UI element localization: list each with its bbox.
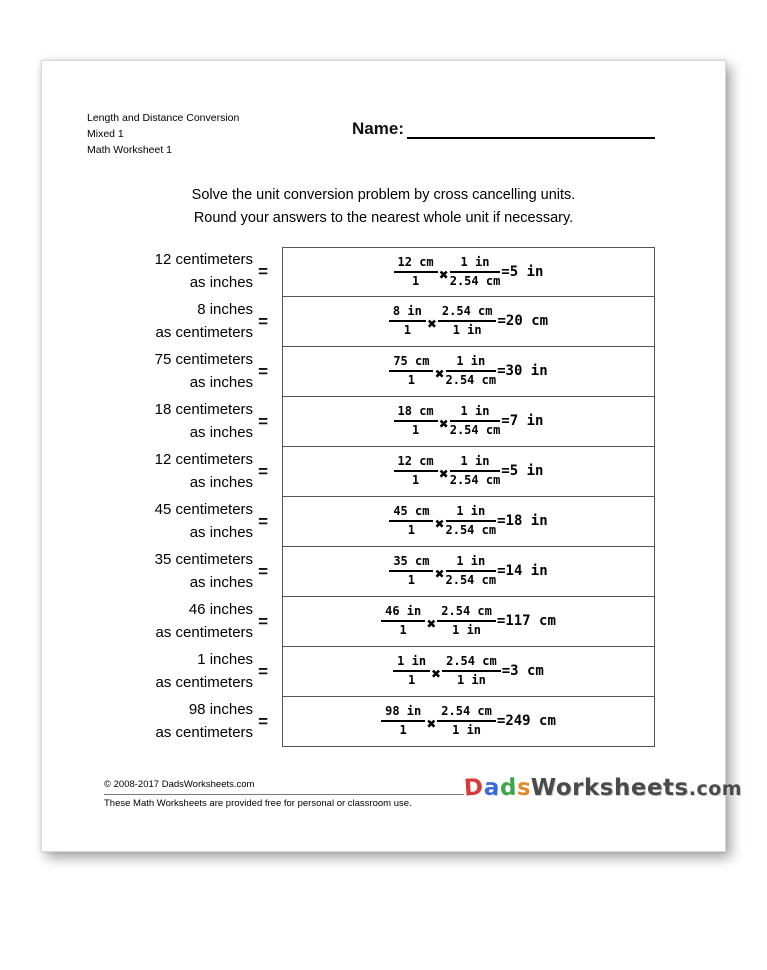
copyright-text: © 2008-2017 DadsWorksheets.com [104, 779, 464, 795]
problem-label-cell [84, 647, 282, 697]
logo-letter-d1: D [463, 773, 485, 802]
equals-sign: = [501, 413, 510, 430]
fraction-1-denominator: 1 [411, 273, 420, 288]
fraction-1 [389, 304, 426, 338]
problem-label-cell [84, 347, 282, 397]
problem-target-unit: as centimeters [155, 673, 254, 691]
fraction-1-numerator: 45 cm [389, 504, 433, 522]
fraction-2-numerator: 1 in [446, 354, 497, 372]
fraction-2-numerator: 2.54 cm [438, 304, 497, 322]
problem-row [84, 297, 655, 347]
problem-result: 249 cm [505, 713, 556, 730]
fraction-1-denominator: 1 [403, 323, 411, 338]
worksheet-header [42, 111, 725, 158]
fraction-2-denominator: 2.54 cm [449, 423, 501, 438]
problem-label [155, 449, 253, 494]
equals-sign: = [258, 311, 268, 331]
problem-row [84, 497, 655, 547]
equals-sign: = [258, 461, 268, 481]
logo-com-text: .com [688, 777, 743, 800]
fraction-1-denominator: 1 [411, 423, 420, 438]
logo-worksheets-text: Worksheets [530, 774, 689, 801]
problem-quantity: 75 centimeters [154, 351, 254, 369]
problem-quantity: 12 centimeters [154, 251, 254, 269]
fraction-2 [446, 554, 497, 588]
name-label: Name: [352, 119, 404, 138]
fraction-2-denominator: 2.54 cm [449, 473, 501, 488]
fraction-1-numerator: 98 in [381, 704, 425, 722]
fraction-1-numerator: 12 cm [394, 454, 438, 472]
multiply-icon: ✖ [426, 717, 437, 732]
problem-row [84, 547, 655, 597]
problems-table [42, 247, 725, 747]
problem-target-unit: as inches [189, 273, 254, 291]
problem-label-cell [84, 247, 282, 297]
fraction-1-numerator: 12 cm [394, 255, 438, 273]
fraction-2-denominator: 2.54 cm [445, 523, 497, 538]
problem-work-area [282, 297, 655, 347]
problem-target-unit: as centimeters [155, 623, 254, 641]
problem-work-area [282, 397, 655, 447]
fraction-2-numerator: 1 in [450, 404, 501, 422]
problem-label [155, 249, 253, 294]
fraction-2 [450, 454, 501, 488]
multiply-icon: ✖ [426, 317, 437, 332]
name-block [352, 119, 655, 139]
fraction-1 [389, 354, 433, 388]
multiply-icon: ✖ [434, 567, 445, 582]
problem-row [84, 597, 655, 647]
problem-label [156, 699, 254, 744]
equals-sign: = [501, 463, 510, 480]
equals-sign: = [497, 513, 506, 530]
equals-sign: = [497, 563, 506, 580]
fraction-2 [438, 304, 497, 338]
problem-result: 5 in [509, 463, 544, 480]
fraction-2-denominator: 1 in [456, 673, 486, 688]
fraction-1-denominator: 1 [411, 473, 420, 488]
copyright-block [104, 779, 464, 809]
fraction-1-denominator: 1 [399, 623, 407, 638]
fraction-1-denominator: 1 [407, 373, 415, 388]
problem-work-area [282, 647, 655, 697]
fraction-1-numerator: 18 cm [394, 404, 438, 422]
fraction-1-numerator: 35 cm [389, 554, 433, 572]
fraction-2-numerator: 1 in [450, 454, 501, 472]
fraction-1 [394, 255, 438, 289]
problem-work-area [282, 497, 655, 547]
fraction-2-numerator: 2.54 cm [442, 654, 501, 672]
problem-label-cell [84, 497, 282, 547]
fraction-1-denominator: 1 [399, 723, 407, 738]
equals-sign: = [501, 263, 510, 280]
problem-label-cell [84, 697, 282, 747]
problem-work-area [282, 597, 655, 647]
problem-label [155, 399, 253, 444]
multiply-icon: ✖ [438, 267, 449, 282]
problem-label-cell [84, 397, 282, 447]
fraction-2 [442, 654, 501, 688]
problem-row [84, 647, 655, 697]
problem-target-unit: as inches [189, 473, 254, 491]
fraction-2-numerator: 2.54 cm [437, 704, 496, 722]
fraction-2-denominator: 1 in [452, 623, 482, 638]
fraction-1 [394, 404, 438, 438]
multiply-icon: ✖ [426, 617, 437, 632]
fraction-2 [450, 255, 501, 289]
worksheet-footer [42, 773, 743, 809]
equals-sign: = [497, 313, 506, 330]
problem-work-area [282, 347, 655, 397]
fraction-1-denominator: 1 [407, 523, 415, 538]
problem-result: 117 cm [505, 613, 556, 630]
multiply-icon: ✖ [438, 417, 449, 432]
license-text: These Math Worksheets are provided free for personal or classroom use. [104, 797, 412, 809]
equals-sign: = [258, 661, 268, 681]
logo-letter-s: s [515, 774, 532, 802]
problem-work-area [282, 447, 655, 497]
problem-label-cell [84, 447, 282, 497]
problem-target-unit: as centimeters [155, 723, 254, 741]
problem-label [156, 599, 254, 644]
problem-quantity: 35 centimeters [154, 551, 254, 569]
problem-quantity: 98 inches [188, 701, 254, 719]
problem-row [84, 247, 655, 297]
problem-label [155, 349, 253, 394]
logo-letter-d2: d [499, 774, 518, 801]
problem-target-unit: as centimeters [155, 323, 254, 341]
problem-row [84, 447, 655, 497]
problem-quantity: 1 inches [197, 651, 254, 669]
multiply-icon: ✖ [431, 667, 442, 682]
fraction-2-denominator: 2.54 cm [445, 373, 497, 388]
equals-sign: = [258, 411, 268, 431]
worksheet-info-number: Math Worksheet 1 [87, 143, 173, 156]
equals-sign: = [258, 611, 268, 631]
fraction-2 [450, 404, 501, 438]
problem-target-unit: as inches [189, 423, 254, 441]
problem-work-area [282, 247, 655, 297]
multiply-icon: ✖ [434, 367, 445, 382]
problem-result: 7 in [509, 413, 544, 430]
worksheet-info [87, 111, 239, 158]
fraction-2-numerator: 1 in [446, 504, 497, 522]
problem-result: 30 in [505, 363, 548, 380]
multiply-icon: ✖ [438, 467, 449, 482]
worksheet-info-subtitle: Mixed 1 [87, 127, 124, 140]
equals-sign: = [497, 363, 506, 380]
fraction-1-numerator: 8 in [389, 304, 426, 322]
fraction-2-numerator: 2.54 cm [437, 604, 496, 622]
equals-sign: = [258, 511, 268, 531]
problem-target-unit: as inches [189, 573, 254, 591]
instructions-line-1: Solve the unit conversion problem by cross cancelling units. [191, 187, 576, 204]
equals-sign: = [258, 361, 268, 381]
equals-sign: = [258, 711, 268, 731]
fraction-2-denominator: 2.54 cm [449, 273, 501, 288]
fraction-2-denominator: 2.54 cm [445, 573, 497, 588]
problem-row [84, 697, 655, 747]
problem-quantity: 8 inches [197, 301, 254, 319]
multiply-icon: ✖ [434, 517, 445, 532]
fraction-1-numerator: 75 cm [389, 354, 433, 372]
fraction-1 [389, 504, 433, 538]
problem-label [155, 549, 253, 594]
problem-label-cell [84, 547, 282, 597]
equals-sign: = [258, 561, 268, 581]
problem-label [155, 499, 253, 544]
problem-target-unit: as inches [189, 523, 254, 541]
name-blank-line [407, 120, 655, 139]
fraction-1 [389, 554, 433, 588]
fraction-2 [446, 354, 497, 388]
problem-quantity: 45 centimeters [154, 501, 254, 519]
problem-label-cell [84, 597, 282, 647]
fraction-1 [381, 704, 425, 738]
fraction-1-denominator: 1 [407, 573, 415, 588]
fraction-1-numerator: 1 in [393, 654, 430, 672]
fraction-1 [381, 604, 425, 638]
instructions [42, 184, 725, 230]
worksheet-info-title: Length and Distance Conversion [87, 112, 240, 124]
problem-result: 20 cm [505, 313, 549, 330]
problem-result: 18 in [505, 513, 548, 530]
fraction-1-numerator: 46 in [381, 604, 425, 622]
instructions-line-2: Round your answers to the nearest whole unit if necessary. [193, 210, 574, 227]
problem-quantity: 18 centimeters [154, 401, 254, 419]
fraction-1 [393, 654, 430, 688]
problem-target-unit: as inches [189, 373, 254, 391]
fraction-2 [446, 504, 497, 538]
dadsworksheets-logo [464, 775, 742, 801]
problem-row [84, 347, 655, 397]
fraction-2 [437, 604, 496, 638]
problem-result: 14 in [505, 563, 548, 580]
equals-sign: = [496, 713, 506, 730]
fraction-1 [394, 454, 438, 488]
problem-label [156, 649, 254, 694]
problem-result: 5 in [509, 263, 544, 280]
problem-work-area [282, 547, 655, 597]
equals-sign: = [258, 261, 268, 281]
problem-quantity: 12 centimeters [154, 451, 254, 469]
equals-sign: = [501, 663, 511, 680]
fraction-2-denominator: 1 in [452, 323, 482, 338]
worksheet-page [41, 60, 743, 852]
problem-label [156, 299, 254, 344]
equals-sign: = [496, 613, 506, 630]
fraction-2-numerator: 1 in [450, 255, 501, 273]
problem-label-cell [84, 297, 282, 347]
fraction-2-denominator: 1 in [452, 723, 482, 738]
problem-quantity: 46 inches [188, 601, 254, 619]
fraction-2 [437, 704, 496, 738]
fraction-1-denominator: 1 [407, 673, 416, 688]
problem-row [84, 397, 655, 447]
logo-letter-a: a [482, 774, 501, 802]
fraction-2-numerator: 1 in [446, 554, 497, 572]
problem-work-area [282, 697, 655, 747]
problem-result: 3 cm [510, 663, 544, 680]
